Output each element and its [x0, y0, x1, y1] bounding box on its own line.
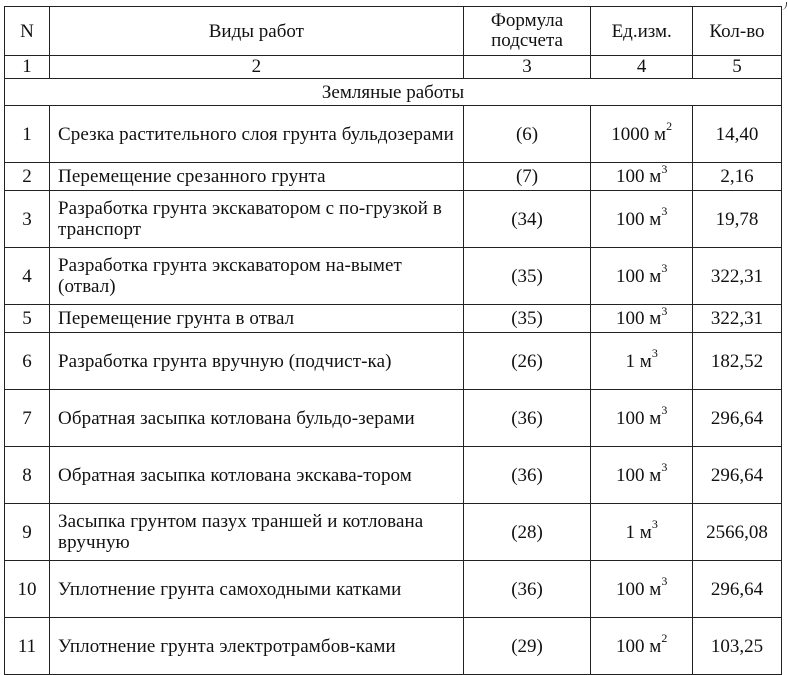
table-row — [5, 504, 782, 561]
header-n: N — [5, 7, 50, 56]
work-description: Перемещение срезанного грунта — [50, 163, 464, 191]
header-quantity: Кол-во — [692, 7, 781, 56]
unit-base: 1000 м — [611, 123, 667, 145]
row-number: 7 — [5, 390, 50, 447]
unit-base: 100 м — [616, 265, 662, 287]
row-number: 6 — [5, 333, 50, 390]
table-row — [5, 191, 782, 248]
unit-base: 1 м — [625, 521, 652, 543]
work-description: Уплотнение грунта электротрамбов-ками — [50, 618, 464, 675]
quantity: 322,31 — [692, 248, 781, 305]
work-description: Разработка грунта экскаватором на-вымет (отвал) — [50, 248, 464, 305]
table-row — [5, 333, 782, 390]
unit-base: 1 м — [625, 350, 652, 372]
work-description: Разработка грунта вручную (подчист-ка) — [50, 333, 464, 390]
table-row — [5, 561, 782, 618]
unit-exponent: 3 — [661, 403, 668, 418]
quantity: 182,52 — [692, 333, 781, 390]
quantity: 2,16 — [692, 163, 781, 191]
formula-ref: (34) — [463, 191, 591, 248]
work-description: Разработка грунта экскаватором с по-грузкой в транспорт — [50, 191, 464, 248]
row-number: 9 — [5, 504, 50, 561]
table-body — [5, 106, 782, 675]
unit-cell — [591, 305, 693, 333]
earthworks-table — [4, 6, 782, 675]
row-number: 2 — [5, 163, 50, 191]
quantity: 296,64 — [692, 447, 781, 504]
row-number: 3 — [5, 191, 50, 248]
table-header-row — [5, 7, 782, 56]
quantity: 19,78 — [692, 191, 781, 248]
header-formula-line2: подсчета — [491, 30, 563, 51]
header-formula — [463, 7, 591, 56]
unit-exponent: 3 — [651, 517, 658, 532]
unit-base: 100 м — [616, 308, 662, 329]
formula-ref: (7) — [463, 163, 591, 191]
unit-cell — [591, 333, 693, 390]
unit-cell — [591, 163, 693, 191]
work-description: Перемещение грунта в отвал — [50, 305, 464, 333]
table-row — [5, 163, 782, 191]
work-description: Срезка растительного слоя грунта бульдозерами — [50, 106, 464, 163]
header-formula-line1: Формула — [490, 10, 564, 31]
unit-exponent: 3 — [661, 261, 668, 276]
row-number: 10 — [5, 561, 50, 618]
unit-base: 100 м — [616, 635, 662, 657]
unit-base: 100 м — [616, 166, 662, 187]
row-number: 5 — [5, 305, 50, 333]
unit-cell — [591, 447, 693, 504]
works-table-page — [4, 6, 782, 675]
unit-cell — [591, 504, 693, 561]
work-description: Обратная засыпка котлована бульдо-зерами — [50, 390, 464, 447]
row-number: 8 — [5, 447, 50, 504]
unit-base: 100 м — [616, 407, 662, 429]
table-row — [5, 248, 782, 305]
formula-ref: (35) — [463, 305, 591, 333]
quantity: 322,31 — [692, 305, 781, 333]
unit-exponent: 3 — [661, 574, 668, 589]
formula-ref: (6) — [463, 106, 591, 163]
unit-exponent: 3 — [661, 204, 668, 219]
formula-ref: (26) — [463, 333, 591, 390]
table-row — [5, 390, 782, 447]
unit-exponent: 2 — [666, 119, 673, 134]
row-number: 4 — [5, 248, 50, 305]
column-number: 1 — [5, 56, 50, 79]
unit-cell — [591, 618, 693, 675]
column-number: 3 — [463, 56, 591, 79]
header-unit: Ед.изм. — [591, 7, 693, 56]
quantity: 296,64 — [692, 390, 781, 447]
table-row — [5, 447, 782, 504]
unit-cell — [591, 106, 693, 163]
column-number-row — [5, 56, 782, 79]
unit-exponent: 3 — [661, 303, 668, 318]
quantity: 2566,08 — [692, 504, 781, 561]
column-number: 5 — [692, 56, 781, 79]
unit-exponent: 3 — [651, 346, 658, 361]
section-title: Земляные работы — [5, 79, 782, 106]
formula-ref: (36) — [463, 390, 591, 447]
row-number: 1 — [5, 106, 50, 163]
unit-base: 100 м — [616, 464, 662, 486]
table-row — [5, 618, 782, 675]
column-number: 2 — [50, 56, 464, 79]
unit-exponent: 3 — [661, 161, 668, 176]
header-work-types: Виды работ — [50, 7, 464, 56]
formula-ref: (28) — [463, 504, 591, 561]
unit-exponent: 3 — [661, 460, 668, 475]
formula-ref: (35) — [463, 248, 591, 305]
formula-ref: (36) — [463, 447, 591, 504]
quantity: 103,25 — [692, 618, 781, 675]
section-row — [5, 79, 782, 106]
quantity: 296,64 — [692, 561, 781, 618]
unit-cell — [591, 561, 693, 618]
work-description: Засыпка грунтом пазух траншей и котлована вручную — [50, 504, 464, 561]
bracket-mark — [778, 2, 787, 10]
quantity: 14,40 — [692, 106, 781, 163]
table-row — [5, 106, 782, 163]
unit-exponent: 2 — [661, 631, 668, 646]
row-number: 11 — [5, 618, 50, 675]
formula-ref: (29) — [463, 618, 591, 675]
unit-base: 100 м — [616, 578, 662, 600]
work-description: Уплотнение грунта самоходными катками — [50, 561, 464, 618]
table-row — [5, 305, 782, 333]
unit-cell — [591, 191, 693, 248]
column-number: 4 — [591, 56, 693, 79]
unit-cell — [591, 390, 693, 447]
unit-base: 100 м — [616, 208, 662, 230]
unit-cell — [591, 248, 693, 305]
work-description: Обратная засыпка котлована экскава-тором — [50, 447, 464, 504]
formula-ref: (36) — [463, 561, 591, 618]
